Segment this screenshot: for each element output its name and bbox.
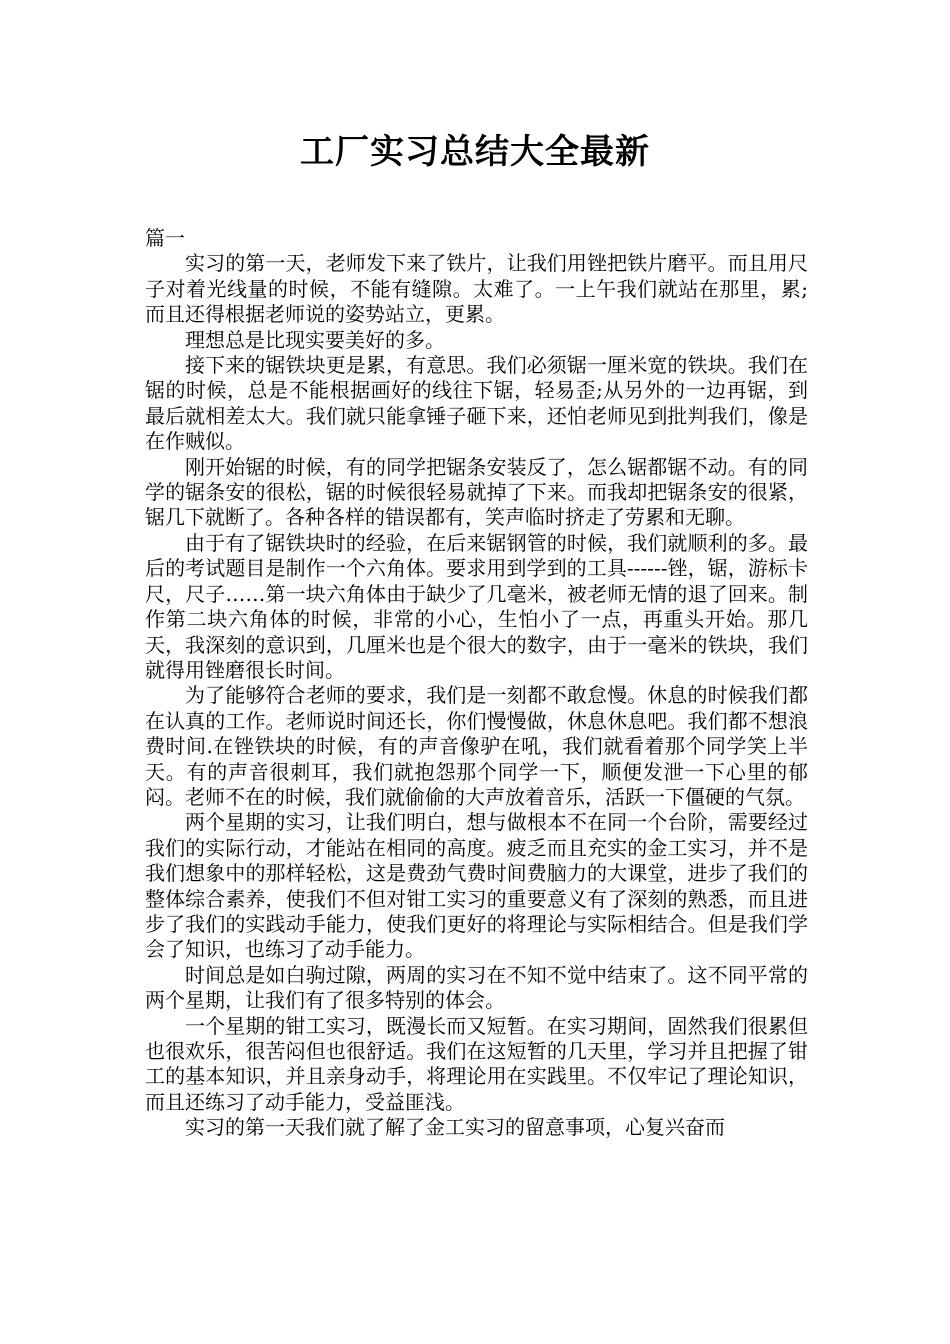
paragraph: 理想总是比现实要美好的多。 [185,327,445,352]
paragraph: 为了能够符合老师的要求，我们是一刻都不敢怠慢。休息的时候我们都在认真的工作。老师说时间还长，你们慢慢做，休息休息吧。我们都不想浪费时间.在锉铁块的时候，有的声音像驴在吼，我们就看着那个同学笑上半天。有的声音很刺耳，我们就抱怨那个同学一下，顺便发泄一下心里的郁闷。老师不在的时候，我们就偷偷的大声放着音乐，活跃一下僵硬的气氛。 [145,683,808,809]
paragraph: 一个星期的钳工实习，既漫长而又短暂。在实习期间，固然我们很累但也很欢乐，很苦闷但也很舒适。我们在这短暂的几天里，学习并且把握了钳工的基本知识，并且亲身动手，将理论用在实践里。不仅牢记了理论知识，而且还练习了动手能力，受益匪浅。 [145,1013,808,1114]
paragraph: 刚开始锯的时候，有的同学把锯条安装反了，怎么锯都锯不动。有的同学的锯条安的很松，锯的时候很轻易就掉了下来。而我却把锯条安的很紧，锯几下就断了。各种各样的错误都有，笑声临时挤走了劳累和无聊。 [145,454,808,530]
paragraph: 由于有了锯铁块时的经验，在后来锯钢管的时候，我们就顺利的多。最后的考试题目是制作一个六角体。要求用到学到的工具------锉，锯，游标卡尺，尺子……第一块六角体由于缺少了几毫米，被老师无情的退了回来。制作第二块六角体的时候，非常的小心，生怕小了一点，再重头开始。那几天，我深刻的意识到，几厘米也是个很大的数字，由于一毫米的铁块，我们就得用锉磨很长时间。 [145,530,808,682]
paragraph: 接下来的锯铁块更是累，有意思。我们必须锯一厘米宽的铁块。我们在锯的时候，总是不能根据画好的线往下锯，轻易歪;从另外的一边再锯，到最后就相差太大。我们就只能拿锤子砸下来，还怕老师见到批判我们，像是在作贼似。 [145,353,808,454]
document-body [145,226,808,1141]
paragraph: 实习的第一天我们就了解了金工实习的留意事项，心复兴奋而 [185,1115,725,1140]
document-title: 工厂实习总结大全最新 [300,132,650,172]
section-label: 篇一 [145,226,185,250]
paragraph: 两个星期的实习，让我们明白，想与做根本不在同一个台阶，需要经过我们的实际行动，才能站在相同的高度。疲乏而且充实的金工实习，并不是我们想象中的那样轻松，这是费劲气费时间费脑力的大课堂，进步了我们的整体综合素养，使我们不但对钳工实习的重要意义有了深刻的熟悉，而且进步了我们的实践动手能力，使我们更好的将理论与实际相结合。但是我们学会了知识，也练习了动手能力。 [145,810,808,962]
paragraph: 时间总是如白驹过隙，两周的实习在不知不觉中结束了。这不同平常的两个星期，让我们有了很多特别的体会。 [145,962,808,1013]
paragraph: 实习的第一天，老师发下来了铁片，让我们用锉把铁片磨平。而且用尺子对着光线量的时候，不能有缝隙。太难了。一上午我们就站在那里，累;而且还得根据老师说的姿势站立，更累。 [145,251,808,327]
